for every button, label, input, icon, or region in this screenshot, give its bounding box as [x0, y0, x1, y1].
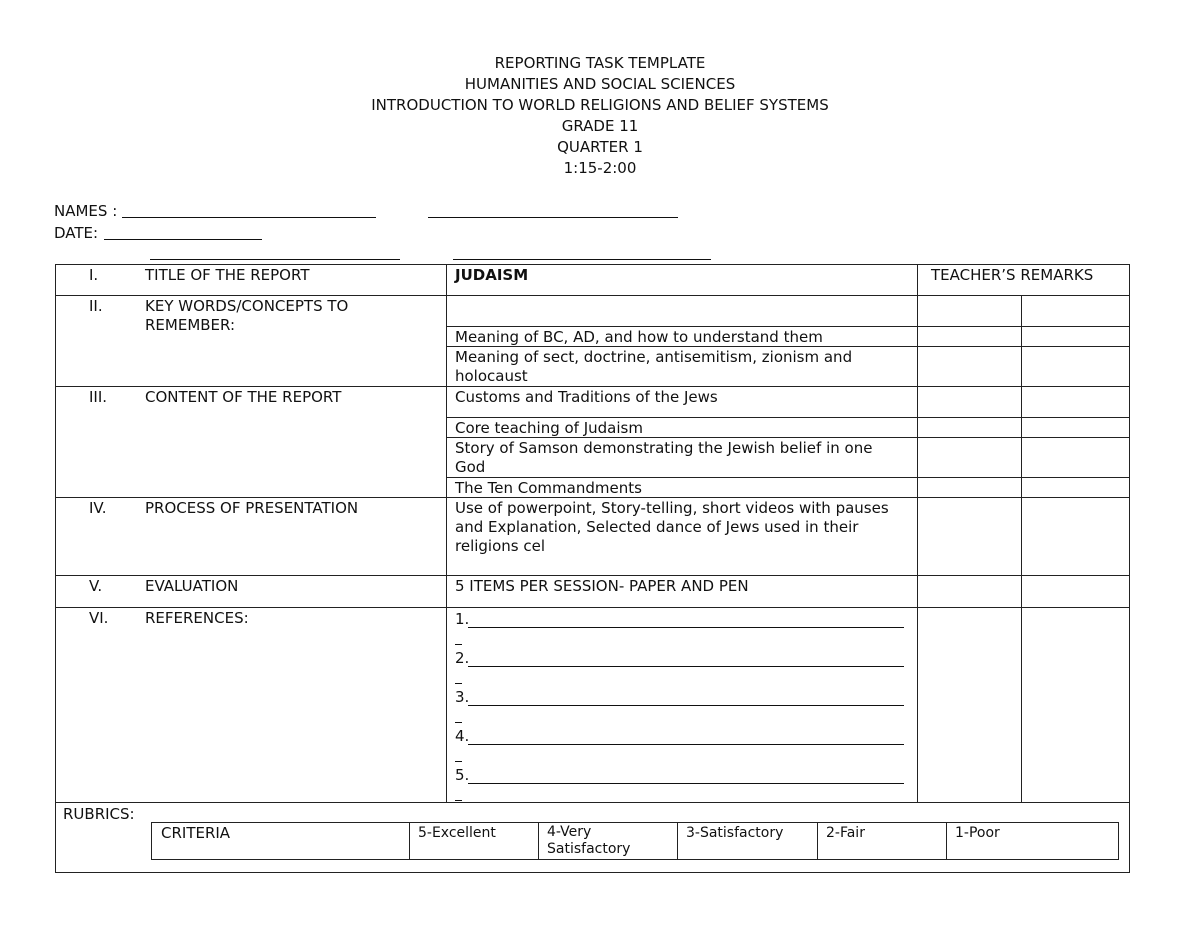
- reference-number: 2.: [455, 649, 470, 667]
- content-item: Customs and Traditions of the Jews: [455, 388, 718, 406]
- teacher-remarks-header: TEACHER’S REMARKS: [931, 266, 1094, 284]
- reference-number: 3.: [455, 688, 470, 706]
- row-divider: [55, 295, 1130, 296]
- reference-number: 1.: [455, 610, 470, 628]
- rubrics-divider: [1118, 822, 1119, 859]
- column-divider: [446, 264, 447, 802]
- report-title: JUDAISM: [455, 266, 529, 284]
- header-grade: GRADE 11: [561, 117, 639, 135]
- rubrics-table-bottom: [151, 859, 1119, 860]
- names-label: NAMES :: [54, 202, 118, 220]
- table-border-bottom: [55, 872, 1130, 873]
- reference-number: 4.: [455, 727, 470, 745]
- section-label: PROCESS OF PRESENTATION: [145, 499, 359, 517]
- section-label: TITLE OF THE REPORT: [145, 266, 310, 284]
- content-item: The Ten Commandments: [455, 479, 642, 497]
- date-blank[interactable]: [104, 239, 262, 240]
- date-label: DATE:: [54, 224, 99, 242]
- reference-dash: [455, 683, 462, 684]
- table-border-top: [55, 264, 1130, 265]
- rubrics-divider: [946, 822, 947, 859]
- document-header: [0, 53, 1200, 179]
- column-divider: [917, 264, 918, 802]
- content-item: Story of Samson demonstrating the Jewish belief in one God: [455, 439, 873, 476]
- keyword-item: Meaning of BC, AD, and how to understand them: [455, 328, 823, 346]
- header-quarter: QUARTER 1: [557, 138, 643, 156]
- rubric-column-5: 5-Excellent: [418, 825, 496, 841]
- rubrics-divider: [538, 822, 539, 859]
- reference-blank[interactable]: [468, 705, 904, 706]
- section-number: I.: [89, 266, 99, 284]
- names-blank-4[interactable]: [453, 259, 711, 260]
- header-strand: HUMANITIES AND SOCIAL SCIENCES: [464, 75, 736, 93]
- section-label: CONTENT OF THE REPORT: [145, 388, 342, 406]
- evaluation-text: 5 ITEMS PER SESSION- PAPER AND PEN: [455, 577, 749, 595]
- keyword-item: Meaning of sect, doctrine, antisemitism, zionism and holocaust: [455, 348, 853, 385]
- row-divider: [55, 607, 1130, 608]
- reference-dash: [455, 800, 462, 801]
- content-item: Core teaching of Judaism: [455, 419, 643, 437]
- section-number: V.: [89, 577, 103, 595]
- section-number: IV.: [89, 499, 107, 517]
- names-blank-1[interactable]: [122, 217, 376, 218]
- reference-dash: [455, 644, 462, 645]
- table-border-left: [55, 264, 56, 872]
- process-text: Use of powerpoint, Story-telling, short videos with pauses and Explanation, Selected dance of Jews used in their religions cel: [455, 499, 889, 555]
- section-label: REFERENCES:: [145, 609, 249, 627]
- row-divider: [55, 575, 1130, 576]
- rubric-column-1: 1-Poor: [955, 825, 1000, 841]
- table-border-right: [1129, 264, 1130, 872]
- section-number: VI.: [89, 609, 109, 627]
- row-divider: [55, 386, 1130, 387]
- rubrics-divider: [817, 822, 818, 859]
- column-divider: [1021, 295, 1022, 802]
- rubrics-table-top: [151, 822, 1119, 823]
- reference-blank[interactable]: [468, 744, 904, 745]
- rubric-column-3: 3-Satisfactory: [686, 825, 784, 841]
- reference-blank[interactable]: [468, 783, 904, 784]
- header-title: REPORTING TASK TEMPLATE: [494, 54, 706, 72]
- rubrics-label: RUBRICS:: [63, 805, 135, 823]
- section-number: II.: [89, 297, 103, 315]
- header-subject: INTRODUCTION TO WORLD RELIGIONS AND BELIEF SYSTEMS: [371, 96, 829, 114]
- reference-dash: [455, 722, 462, 723]
- reference-dash: [455, 761, 462, 762]
- names-blank-2[interactable]: [428, 217, 678, 218]
- row-divider: [446, 477, 1130, 478]
- reference-blank[interactable]: [468, 627, 904, 628]
- rubrics-divider: [151, 822, 152, 859]
- rubrics-divider: [677, 822, 678, 859]
- rubrics-divider: [409, 822, 410, 859]
- row-divider: [446, 326, 1130, 327]
- reference-number: 5.: [455, 766, 470, 784]
- reference-blank[interactable]: [468, 666, 904, 667]
- rubric-column-2: 2-Fair: [826, 825, 865, 841]
- header-time: 1:15-2:00: [563, 159, 637, 177]
- section-label: EVALUATION: [145, 577, 239, 595]
- names-blank-3[interactable]: [150, 259, 400, 260]
- rubric-column-criteria: CRITERIA: [161, 824, 231, 842]
- section-number: III.: [89, 388, 108, 406]
- row-divider: [55, 802, 1130, 803]
- section-label: KEY WORDS/CONCEPTS TO REMEMBER:: [145, 297, 349, 334]
- row-divider: [446, 417, 1130, 418]
- rubric-column-4: 4-Very Satisfactory: [547, 824, 631, 857]
